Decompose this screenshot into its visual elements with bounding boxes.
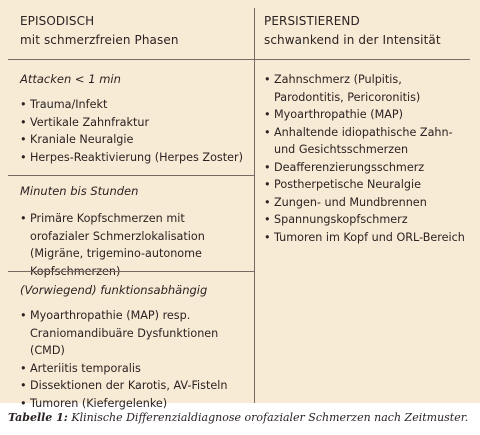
bullet-icon: • <box>264 108 271 121</box>
list-item: • Postherpetische Neuralgie <box>264 176 472 194</box>
list-item: • Primäre Kopfschmerzen mit orofazialer Schmerzlokalisation (Migräne, trigemino-autonome Kopfschmerzen) <box>20 212 205 278</box>
list-item: • Arteriitis temporalis <box>20 360 248 378</box>
list-item: • Zahnschmerz (Pulpitis, Parodontitis, Pericoronitis) <box>264 73 421 104</box>
right-header-title: PERSISTIEREND <box>264 14 360 28</box>
list-item: • Spannungskopfschmerz <box>264 211 472 229</box>
bullet-icon: • <box>20 361 27 375</box>
section-title-funktionsabhaengig: (Vorwiegend) funktionsabhängig <box>20 283 208 297</box>
left-header-title: EPISODISCH <box>20 14 95 28</box>
bullet-icon: • <box>264 160 271 174</box>
list-item: • Trauma/Infekt <box>20 96 250 114</box>
bullet-icon: • <box>20 396 27 410</box>
list-item: • Tumoren (Kiefergelenke) <box>20 395 248 413</box>
section-divider <box>8 175 254 176</box>
bullet-icon: • <box>264 73 271 86</box>
bullet-icon: • <box>20 98 27 111</box>
left-header-subtitle: mit schmerzfreien Phasen <box>20 33 179 47</box>
bullet-icon: • <box>20 379 27 392</box>
bullet-icon: • <box>264 125 271 139</box>
bullet-icon: • <box>264 178 271 191</box>
list-item: • Kraniale Neuralgie <box>20 131 250 149</box>
list-item: • Tumoren im Kopf und ORL-Bereich <box>264 229 472 247</box>
list-item: • Dissektionen der Karotis, AV-Fisteln <box>20 377 248 395</box>
persistierend-list <box>264 71 472 246</box>
funktionsabhaengig-list <box>20 307 248 412</box>
list-item: • Myoarthropathie (MAP) <box>264 106 472 124</box>
minuten-list <box>20 210 242 280</box>
list-item: • Deafferenzierungsschmerz <box>264 159 472 177</box>
bullet-icon: • <box>20 150 27 164</box>
bullet-icon: • <box>20 115 27 129</box>
list-item: • Myoarthropathie (MAP) resp. Craniomandibuäre Dysfunktionen (CMD) <box>20 309 219 357</box>
list-item: • Anhaltende idiopathische Zahn- und Gesichtsschmerzen <box>264 125 453 156</box>
bullet-icon: • <box>20 309 27 322</box>
table-caption <box>8 410 468 426</box>
caption-label: Tabelle 1: <box>8 411 68 424</box>
caption-text: Klinische Differenzialdiagnose orofazialer Schmerzen nach Zeitmuster. <box>67 411 469 424</box>
bullet-icon: • <box>264 213 271 226</box>
list-item: • Vertikale Zahnfraktur <box>20 114 250 132</box>
bullet-icon: • <box>264 195 271 209</box>
column-divider <box>254 8 255 403</box>
list-item: • Zungen- und Mundbrennen <box>264 194 472 212</box>
right-header-subtitle: schwankend in der Intensität <box>264 33 441 47</box>
left-column-header <box>20 12 179 50</box>
list-item: • Herpes-Reaktivierung (Herpes Zoster) <box>20 149 250 167</box>
section-title-attacken: Attacken < 1 min <box>20 72 121 86</box>
bullet-icon: • <box>20 212 27 225</box>
section-divider <box>8 271 254 272</box>
section-title-minuten: Minuten bis Stunden <box>20 184 139 198</box>
header-divider <box>8 59 470 60</box>
attacken-list <box>20 96 250 166</box>
bullet-icon: • <box>20 133 27 146</box>
right-column-header <box>264 12 441 50</box>
bullet-icon: • <box>264 230 271 244</box>
